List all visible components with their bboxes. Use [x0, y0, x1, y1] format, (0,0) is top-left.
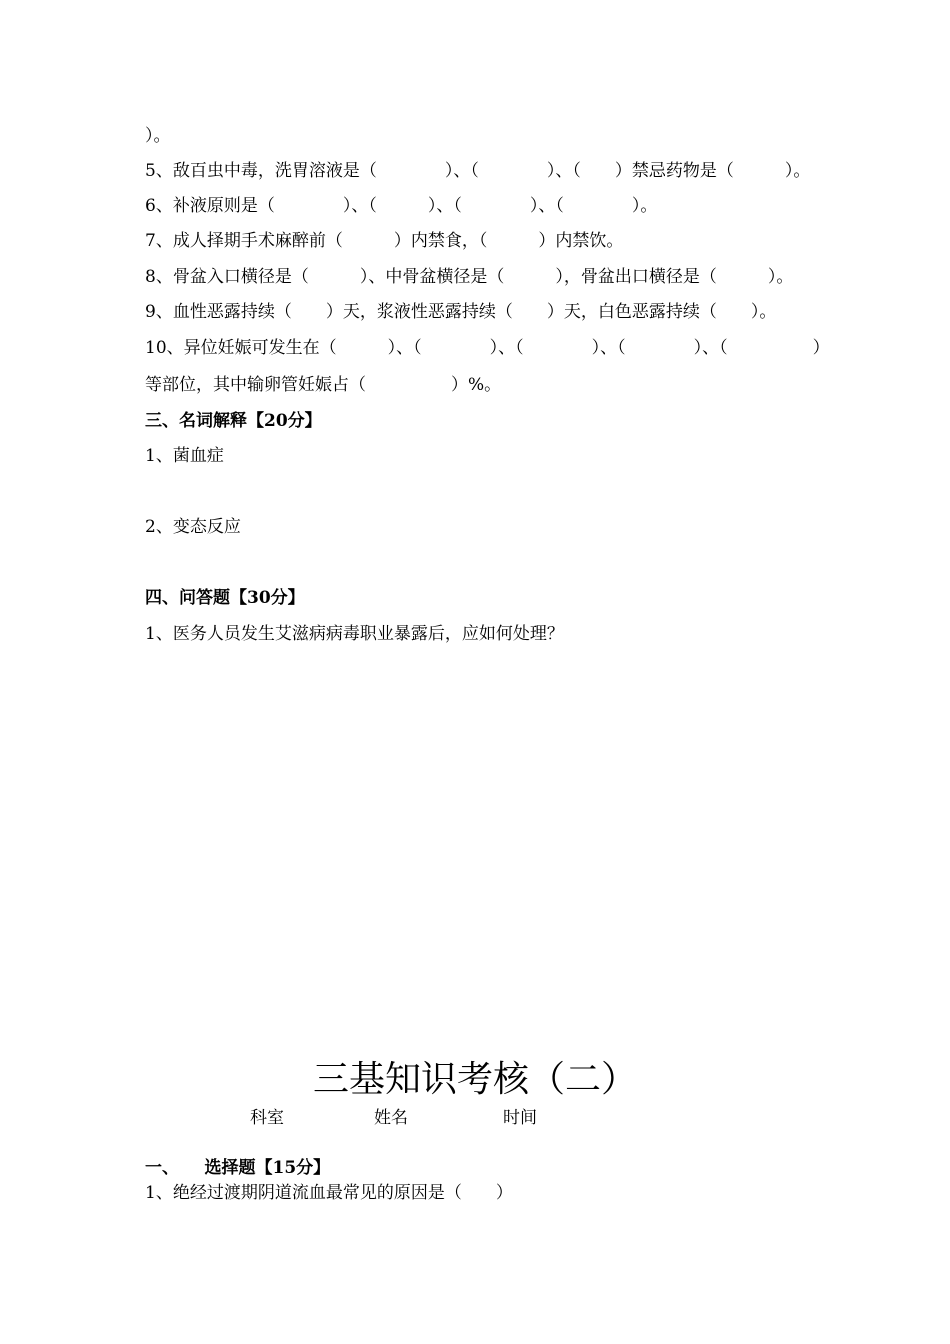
- continuation-text: ）。: [145, 126, 171, 146]
- term-2: 2、变态反应: [145, 517, 241, 537]
- fill-item-10-continued: 等部位，其中输卵管妊娠占（ ）%。: [145, 375, 502, 395]
- fill-item-6: 6、补液原则是（ ）、（ ）、（ ）、（ ）。: [145, 196, 658, 216]
- fill-item-10: 10、异位妊娠可发生在（ ）、（ ）、（ ）、（ ）、（ ）: [145, 338, 830, 358]
- department-label: 科室: [250, 1108, 284, 1128]
- question-1: 1、医务人员发生艾滋病病毒职业暴露后，应如何处理？: [145, 624, 564, 644]
- fill-item-5: 5、敌百虫中毒，洗胃溶液是（ ）、（ ）、（ ）禁忌药物是（ ）。: [145, 161, 811, 181]
- fill-item-9: 9、血性恶露持续（ ）天，浆液性恶露持续（ ）天，白色恶露持续（ ）。: [145, 302, 777, 322]
- section-4-heading: 四、问答题【30分】: [145, 588, 305, 608]
- section-3-heading: 三、名词解释【20分】: [145, 411, 322, 431]
- term-1: 1、菌血症: [145, 446, 224, 466]
- name-label: 姓名: [374, 1108, 408, 1128]
- section-1-heading: 一、 选择题【15分】: [145, 1158, 331, 1178]
- exam-title: 三基知识考核（二）: [312, 1059, 637, 1100]
- time-label: 时间: [503, 1108, 537, 1128]
- fill-item-7: 7、成人择期手术麻醉前（ ）内禁食，（ ）内禁饮。: [145, 231, 624, 251]
- fill-item-8: 8、骨盆入口横径是（ ）、中骨盆横径是（ ），骨盆出口横径是（ ）。: [145, 267, 794, 287]
- choice-question-1: 1、绝经过渡期阴道流血最常见的原因是（ ）: [145, 1183, 513, 1203]
